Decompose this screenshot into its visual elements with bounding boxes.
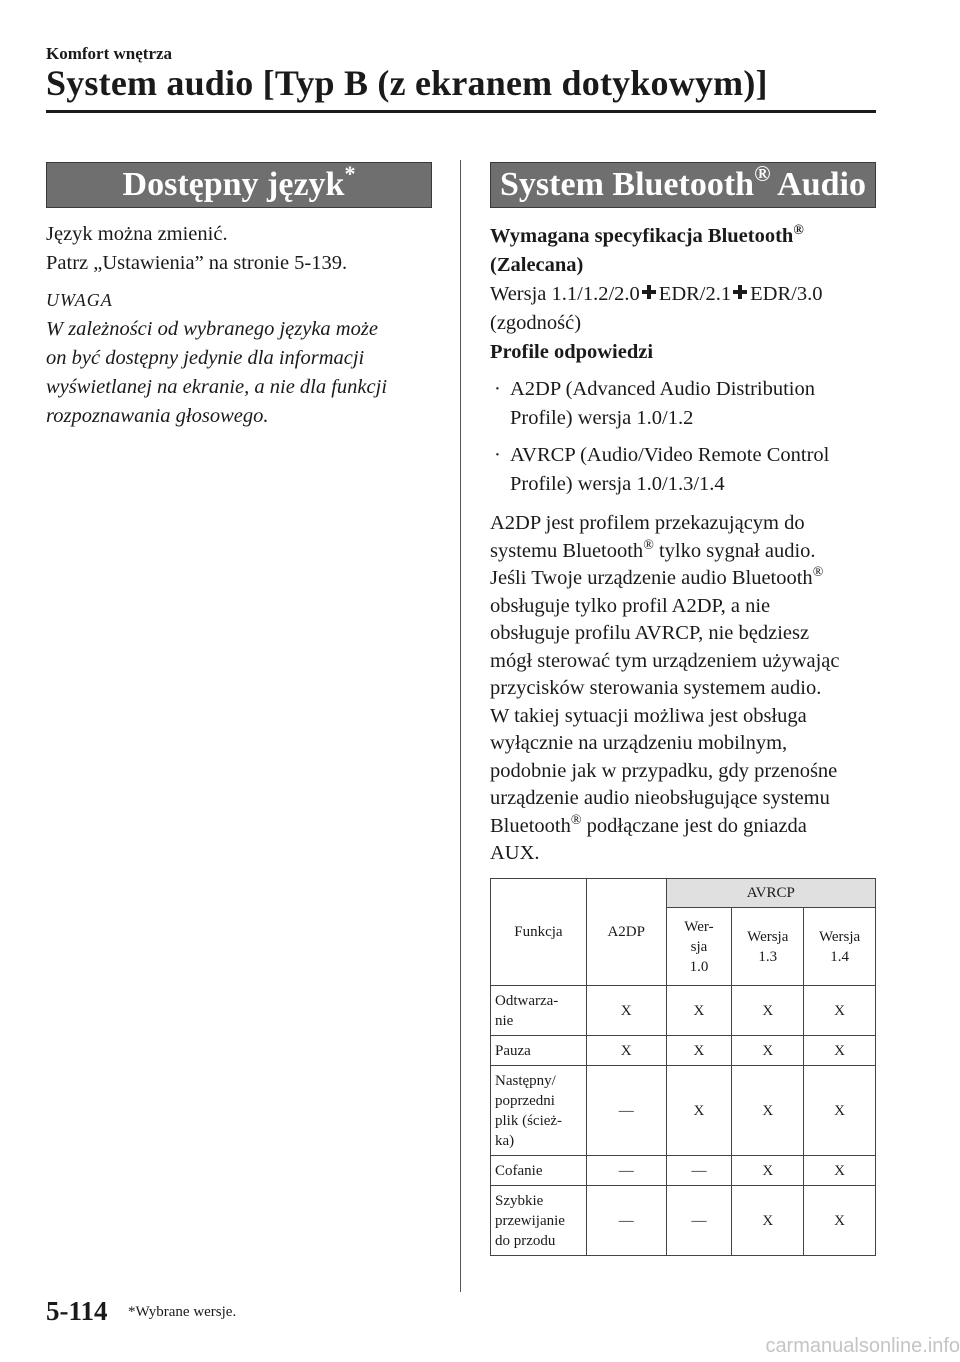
note-label: UWAGA: [46, 290, 113, 310]
table-cell: X: [732, 1186, 804, 1256]
table-cell: X: [666, 1066, 732, 1156]
section-heading-language: [46, 162, 432, 208]
table-cell: —: [586, 1156, 666, 1186]
header-divider: [46, 110, 876, 113]
section-heading-bluetooth: [490, 162, 876, 208]
text-line: urządzenie audio nieobsługujące systemu: [490, 787, 830, 809]
note-block: [46, 286, 456, 431]
text-line: obsługuje tylko profil A2DP, a nie: [490, 594, 771, 617]
version-compat: (zgodność): [490, 312, 582, 334]
row-label: Pauza: [491, 1036, 587, 1066]
text-line: Jeśli Twoje urządzenie audio Bluetooth®: [490, 565, 824, 589]
section-heading-bluetooth-text: System Bluetooth: [500, 166, 755, 203]
text-line: podobnie jak w przypadku, gdy przenośne: [490, 759, 838, 782]
text-line: wyłącznie na urządzeniu mobilnym,: [490, 732, 788, 754]
table-cell: X: [804, 1066, 876, 1156]
plus-icon: [642, 285, 656, 299]
header-version-1-0: Wer- sja 1.0: [666, 908, 732, 986]
note-line: W zależności od wybranego języka może: [46, 318, 378, 340]
table-row: [491, 1066, 876, 1156]
table-cell: X: [586, 1036, 666, 1066]
registered-mark: ®: [570, 812, 582, 828]
table-cell: —: [666, 1156, 732, 1186]
text-line: W takiej sytuacji możliwa jest obsługa: [490, 704, 807, 727]
table-cell: X: [586, 986, 666, 1036]
row-label: Szybkie przewijanie do przodu: [491, 1186, 587, 1256]
bullet-dot: ·: [494, 444, 501, 466]
section-heading-bluetooth-suffix: Audio: [770, 166, 866, 203]
bullet-dot: ·: [494, 378, 501, 400]
table-cell: X: [804, 986, 876, 1036]
header-avrcp: AVRCP: [666, 879, 875, 908]
table-cell: X: [804, 1156, 876, 1186]
table-cell: X: [732, 986, 804, 1036]
list-item: · A2DP (Advanced Audio Distribution Profile) wersja 1.0/1.2: [490, 375, 890, 433]
table-row: [491, 1036, 876, 1066]
version-line: Wersja 1.1/1.2/2.0 EDR/2.1 EDR/3.0: [490, 283, 823, 305]
asterisk-mark: *: [344, 161, 356, 186]
language-text-block: [46, 220, 446, 278]
table-cell: X: [666, 986, 732, 1036]
text-line: AUX.: [490, 842, 540, 864]
language-paragraph-2: Patrz „Ustawienia” na stronie 5-139.: [46, 252, 348, 274]
language-paragraph-1: Język można zmienić.: [46, 223, 228, 245]
registered-mark: ®: [754, 161, 771, 186]
table-cell: X: [666, 1036, 732, 1066]
table-cell: X: [804, 1036, 876, 1066]
row-label: Następny/ poprzedni plik (ścież- ka): [491, 1066, 587, 1156]
table-cell: —: [586, 1186, 666, 1256]
table-cell: X: [804, 1186, 876, 1256]
page-number: 5-114: [46, 1296, 108, 1326]
header-version-1-4: Wersja 1.4: [804, 908, 876, 986]
header-a2dp: A2DP: [586, 879, 666, 986]
note-line: wyświetlanej na ekranie, a nie dla funkcji: [46, 376, 388, 398]
section-label: Komfort wnętrza: [46, 44, 173, 63]
table-cell: X: [732, 1066, 804, 1156]
column-divider: [460, 160, 461, 1292]
plus-icon: [733, 285, 747, 299]
profiles-list: [490, 375, 890, 499]
registered-mark: ®: [793, 223, 804, 238]
note-line: rozpoznawania głosowego.: [46, 405, 269, 427]
text-line: Bluetooth® podłączane jest do gniazda: [490, 812, 807, 837]
compatibility-table: [490, 878, 876, 1256]
section-heading-language-text: Dostępny język: [122, 166, 345, 203]
watermark: carmanualsonline.info: [765, 1335, 960, 1357]
table-cell: —: [586, 1066, 666, 1156]
registered-mark: ®: [812, 565, 824, 580]
text-line: obsługuje profilu AVRCP, nie będziesz: [490, 622, 810, 644]
row-label: Odtwarza- nie: [491, 986, 587, 1036]
bluetooth-spec-block: [490, 222, 890, 499]
text-line: A2DP jest profilem przekazującym do: [490, 512, 805, 534]
row-label: Cofanie: [491, 1156, 587, 1186]
page-title: System audio [Typ B (z ekranem dotykowym)]: [46, 63, 768, 103]
footnote: *Wybrane wersje.: [128, 1304, 237, 1320]
text-line: mógł sterować tym urządzeniem używając: [490, 649, 840, 672]
text-line: systemu Bluetooth® tylko sygnał audio.: [490, 537, 816, 562]
table-cell: —: [666, 1186, 732, 1256]
spec-heading: Wymagana specyfikacja Bluetooth®: [490, 223, 804, 247]
header-funkcja: Funkcja: [491, 879, 587, 986]
profiles-heading: Profile odpowiedzi: [490, 341, 654, 363]
table-row: [491, 1186, 876, 1256]
note-line: on być dostępny jedynie dla informacji: [46, 347, 365, 369]
header-version-1-3: Wersja 1.3: [732, 908, 804, 986]
table-row: [491, 986, 876, 1036]
table-cell: X: [732, 1156, 804, 1186]
spec-subheading: (Zalecana): [490, 254, 584, 276]
text-line: przycisków sterowania systemem audio.: [490, 677, 822, 699]
list-item: · AVRCP (Audio/Video Remote Control Profile) wersja 1.0/1.3/1.4: [490, 441, 890, 499]
table-cell: X: [732, 1036, 804, 1066]
a2dp-description: [490, 510, 890, 868]
table-header-row: [491, 879, 876, 908]
table-row: [491, 1156, 876, 1186]
registered-mark: ®: [643, 537, 654, 553]
